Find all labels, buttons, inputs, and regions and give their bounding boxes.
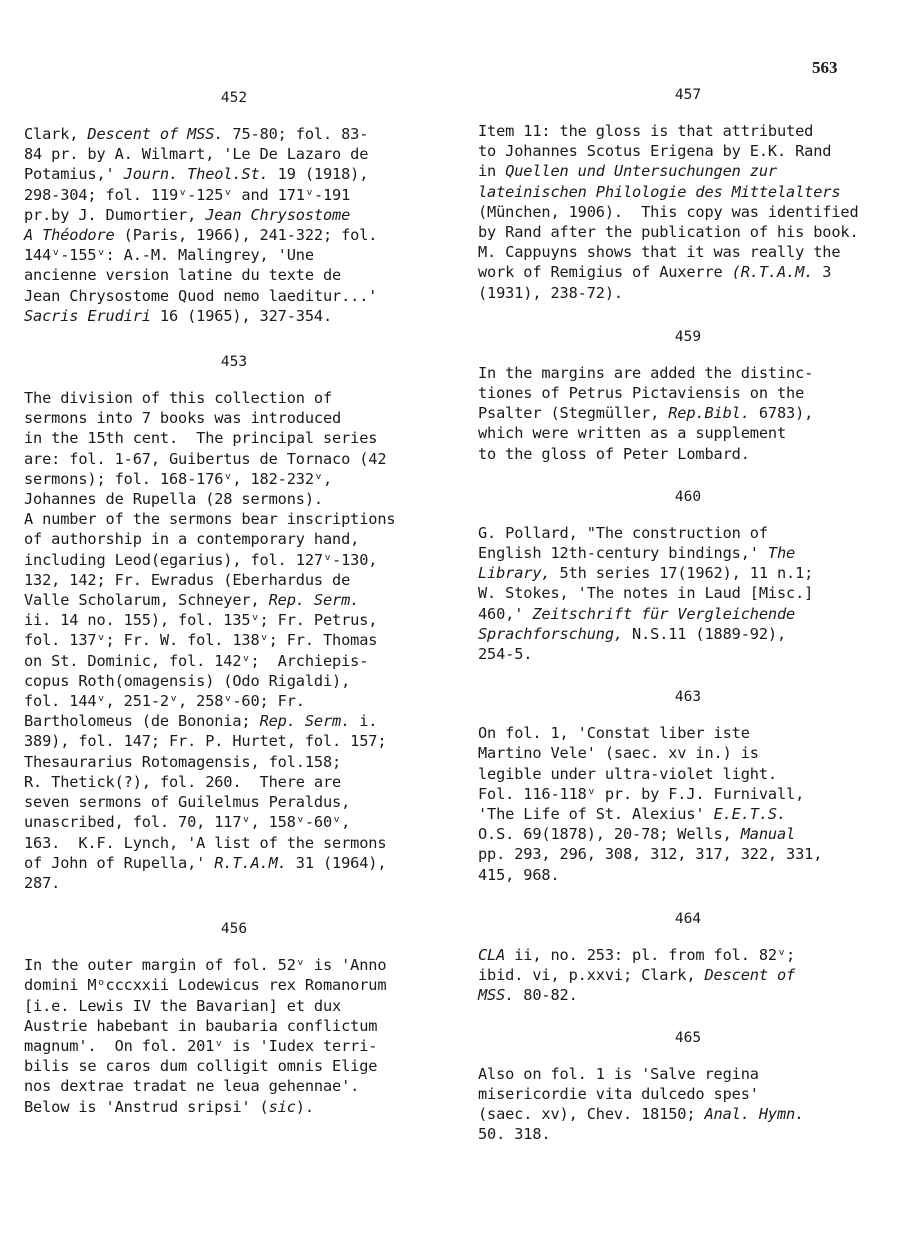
text-line [24,124,464,144]
text-run: N.S.11 (1889-92), [622,624,787,643]
text-run: 16 (1965), 327-354. [150,306,333,325]
text-line [478,965,909,985]
text-run: ii. 14 no. 155), fol. 135ᵛ; Fr. Petrus, [24,611,378,630]
text-run: G. Pollard, "The construction of [478,523,768,542]
italic-run: E.E.T.S. [713,805,787,824]
text-run: Also on fol. 1 is 'Salve regina [478,1064,759,1083]
entry-text [24,955,464,1117]
text-run: (1931), 238-72). [478,283,623,302]
text-run: i. [350,712,378,731]
text-run: [i.e. Lewis IV the Bavarian] et dux [24,996,342,1015]
italic-run: sic [268,1097,296,1116]
text-line [24,610,464,630]
text-run: Jean Chrysostome Quod nemo laeditur...' [24,286,378,305]
text-run: legible under ultra-violet light. [478,764,777,783]
text-run: 144ᵛ-155ᵛ: A.-M. Malingrey, 'Une [24,246,314,265]
text-line [24,286,464,306]
entry-text [24,124,464,326]
text-line [478,1064,909,1084]
text-line [478,242,909,262]
text-run: of authorship in a contemporary hand, [24,530,360,549]
text-run: nos dextrae tradat ne leua gehennae'. [24,1077,360,1096]
text-line [478,624,909,644]
text-line [24,489,464,509]
text-run: Clark, [24,125,88,143]
entry [478,85,909,303]
text-run: Psalter (Stegmüller, [478,404,669,423]
text-line [478,865,909,885]
entry [24,919,464,1117]
text-line [24,590,464,610]
text-line [478,804,909,824]
text-run: tiones of Petrus Pictaviensis on the [478,384,805,403]
text-line [478,644,909,664]
text-line [24,731,464,751]
text-run: ancienne version latine du texte de [24,266,342,285]
text-line [478,444,909,464]
entry [24,352,464,893]
italic-run: Rep. Serm. [259,712,351,731]
text-run: domini Mᵒcccxxii Lodewicus rex Romanorum [24,976,387,995]
text-line [24,469,464,489]
text-run: which were written as a supplement [478,424,787,443]
text-run: 31 (1964), [286,853,387,872]
text-line [24,1097,464,1117]
text-line [478,121,909,141]
text-run: pr.by J. Dumortier, [24,205,206,224]
text-run: Valle Scholarum, Schneyer, [24,591,269,610]
text-run: to the gloss of Peter Lombard. [478,444,750,463]
text-run: (saec. xv), Chev. 18150; [478,1104,705,1123]
text-run: Martino Vele' (saec. xv in.) is [478,744,759,763]
text-run: fol. 137ᵛ; Fr. W. fol. 138ᵛ; Fr. Thomas [24,631,378,650]
italic-run: MSS. [478,986,515,1005]
text-run: ibid. vi, p.xxvi; Clark, [478,966,705,985]
entry-number: 452 [220,90,248,106]
text-line [478,764,909,784]
text-run: O.S. 69(1878), 20-78; Wells, [478,825,741,844]
text-line [24,408,464,428]
text-run: on St. Dominic, fol. 142ᵛ; Archiepis- [24,651,369,670]
text-line [478,824,909,844]
text-run: Item 11: the gloss is that attributed [478,122,814,140]
text-line [24,833,464,853]
text-line [24,873,464,893]
text-run: including Leod(egarius), fol. 127ᵛ-130, [24,550,378,569]
text-line [478,161,909,181]
text-run: 389), fol. 147; Fr. P. Hurtet, fol. 157; [24,732,387,751]
text-run: In the margins are added the distinc- [478,363,814,382]
text-run: to Johannes Scotus Erigena by E.K. Rand [478,142,832,161]
text-run: R. Thetick(?), fol. 260. There are [24,772,342,791]
text-run: seven sermons of Guilelmus Peraldus, [24,793,351,812]
italic-run: lateinischen Philologie des Mittelalters [478,182,841,201]
text-run: Johannes de Rupella (28 sermons). [24,490,323,509]
text-line [478,543,909,563]
text-run: 287. [24,873,61,892]
italic-run: Manual [740,825,796,844]
text-line [24,812,464,832]
entry-text [478,723,909,885]
text-run: Thesaurarius Rotomagensis, fol.158; [24,752,342,771]
text-line [24,975,464,995]
entry-number: 465 [674,1029,702,1046]
text-run: English 12th-century bindings,' [478,544,768,563]
italic-run: Anal. Hymn. [704,1104,805,1123]
text-line [24,1016,464,1036]
entry [478,1028,909,1145]
text-line [24,772,464,792]
text-line [24,449,464,469]
text-run: M. Cappuyns shows that it was really the [478,243,841,262]
entry-number: 460 [674,488,702,505]
text-line [24,1076,464,1096]
text-line [24,144,464,164]
entry [478,327,909,464]
text-run: 50. 318. [478,1125,551,1144]
text-line [24,225,464,245]
text-line [24,711,464,731]
italic-run: R.T.A.M. [214,853,287,872]
text-run: (Paris, 1966), 241-322; fol. [114,226,378,245]
text-line [478,182,909,202]
text-run: Fol. 116-118ᵛ pr. by F.J. Furnivall, [478,784,805,803]
text-line [478,583,909,603]
italic-run: Rep.Bibl. [668,404,750,423]
text-run: (München, 1906). This copy was identified [478,202,859,221]
text-run: bilis se caros dum colligit omnis Elige [24,1057,378,1076]
text-run: A number of the sermons bear inscriptions [24,510,396,529]
entry [478,909,909,1006]
entry-number: 464 [674,910,702,927]
italic-run: (R.T.A.M. [731,263,814,282]
text-run: in the 15th cent. The principal series [24,429,378,448]
entry-text [478,1064,909,1145]
text-run: In the outer margin of fol. 52ᵛ is 'Anno [24,956,387,975]
text-line [478,844,909,864]
text-run: 19 (1918), [268,165,369,184]
entry-number: 457 [674,87,702,103]
text-line [24,265,464,285]
text-run: in [478,162,506,181]
text-line [478,604,909,624]
italic-run: A Théodore [24,226,115,245]
text-line [24,529,464,549]
italic-run: Library, [478,564,551,583]
text-line [24,306,464,326]
text-run: 6783), [749,404,814,423]
text-run: 3 [813,263,832,282]
text-run: misericordie vita dulcedo spes' [478,1084,759,1103]
text-run: Austrie habebant in baubaria conflictum [24,1016,378,1035]
entry-number: 456 [220,921,248,938]
text-line [24,792,464,812]
text-run: 298-304; fol. 119ᵛ-125ᵛ and 171ᵛ-191 [24,185,351,204]
text-run: 460,' [478,604,533,623]
text-run: 84 pr. by A. Wilmart, 'Le De Lazaro de [24,145,369,164]
text-line [24,245,464,265]
text-line [478,945,909,965]
italic-run: Sprachforschung, [478,624,623,643]
text-run: 80-82. [514,986,578,1005]
entry-text [478,121,909,303]
text-line [24,205,464,225]
italic-run: Jean Chrysostome [205,205,351,224]
text-line [24,1036,464,1056]
italic-run: Journ. Theol.St. [123,165,269,184]
text-run: 415, 968. [478,865,560,884]
text-line [24,550,464,570]
text-run: 163. K.F. Lynch, 'A list of the sermons [24,833,387,852]
text-run: 'The Life of St. Alexius' [478,805,714,824]
text-run: The division of this collection of [24,389,333,408]
text-line [24,671,464,691]
entry-text [478,523,909,664]
entry [478,687,909,885]
text-run: work of Remigius of Auxerre [478,263,732,282]
entry-text [478,363,909,464]
text-line [24,955,464,975]
italic-run: Sacris Erudiri [24,306,151,325]
text-line [478,202,909,222]
text-line [478,383,909,403]
text-line [24,996,464,1016]
text-run: magnum'. On fol. 201ᵛ is 'Iudex terri- [24,1036,378,1055]
entry-number: 453 [220,354,248,371]
left-column [24,88,464,1117]
entry-text [478,945,909,1006]
italic-run: Descent of MSS. [87,125,224,143]
text-line [24,651,464,671]
text-line [478,363,909,383]
text-run: by Rand after the publication of his book. [478,223,859,242]
entry [24,88,464,326]
text-line [24,1056,464,1076]
text-line [24,630,464,650]
text-line [478,985,909,1005]
italic-run: The [767,544,796,563]
text-run: sermons); fol. 168-176ᵛ, 182-232ᵛ, [24,469,333,488]
text-run: pp. 293, 296, 308, 312, 317, 322, 331, [478,845,823,864]
text-run: 254-5. [478,645,533,664]
entry [478,487,909,664]
text-run: Bartholomeus (de Bononia; [24,712,260,731]
text-run: ii, no. 253: pl. from fol. 82ᵛ; [505,945,796,964]
entry-number: 459 [674,328,702,345]
text-run: W. Stokes, 'The notes in Laud [Misc.] [478,584,814,603]
text-line [478,283,909,303]
text-run: unascribed, fol. 70, 117ᵛ, 158ᵛ-60ᵛ, [24,813,351,832]
text-run: fol. 144ᵛ, 251-2ᵛ, 258ᵛ-60; Fr. [24,692,305,711]
page-number: 563 [812,58,838,77]
text-line [478,1084,909,1104]
text-run: 5th series 17(1962), 11 n.1; [550,564,814,583]
entry-text [24,388,464,893]
text-line [24,388,464,408]
text-run: copus Roth(omagensis) (Odo Rigaldi), [24,671,351,690]
text-line [24,752,464,772]
text-line [24,853,464,873]
text-line [478,743,909,763]
text-run: ). [295,1097,314,1116]
text-line [478,1104,909,1124]
text-line [24,428,464,448]
text-line [478,563,909,583]
text-line [478,403,909,423]
text-line [478,222,909,242]
italic-run: CLA [478,945,506,964]
text-run: Potamius,' [24,165,124,184]
text-line [24,164,464,184]
text-run: 132, 142; Fr. Ewradus (Eberhardus de [24,570,351,589]
text-line [478,784,909,804]
italic-run: Rep. Serm. [268,591,360,610]
text-line [24,185,464,205]
text-line [478,523,909,543]
right-column [478,85,909,1144]
text-run: On fol. 1, 'Constat liber iste [478,724,750,743]
italic-run: Zeitschrift für Vergleichende [532,604,796,623]
text-line [24,509,464,529]
text-line [478,141,909,161]
text-line [478,723,909,743]
text-run: sermons into 7 books was introduced [24,409,342,428]
text-line [24,691,464,711]
text-line [478,423,909,443]
text-run: of John of Rupella,' [24,853,215,872]
text-run: Below is 'Anstrud sripsi' ( [24,1097,269,1116]
text-run: are: fol. 1-67, Guibertus de Tornaco (42 [24,449,387,468]
italic-run: Descent of [704,966,796,985]
italic-run: Quellen und Untersuchungen zur [505,162,777,181]
entry-number: 463 [674,689,702,706]
text-line [478,262,909,282]
text-run: 75-80; fol. 83- [223,125,369,143]
text-line [24,570,464,590]
text-line [478,1124,909,1144]
